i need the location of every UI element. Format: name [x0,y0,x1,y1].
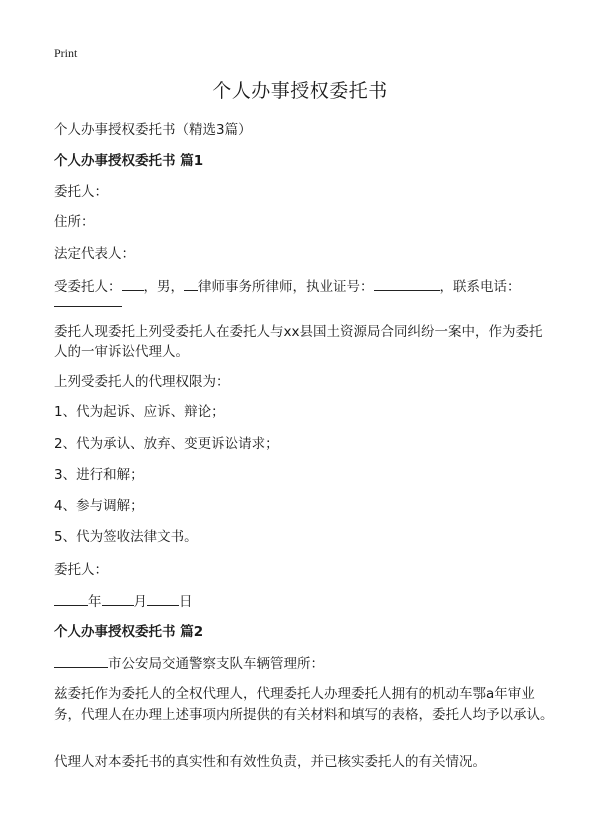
scope-item-3: 3、进行和解； [54,467,144,483]
firm-name-blank [184,276,198,291]
section2-paragraph-2: 代理人对本委托书的真实性和有效性负责，并已核实委托人的有关情况。 [54,754,486,770]
scope-item-1: 1、代为起诉、应诉、辩论； [54,404,225,420]
month-blank [102,591,134,606]
section1-paragraph: 委托人现委托上列受委托人在委托人与xx县国土资源局合同纠纷一案中，作为委托人的一审诉讼代理人。 [54,324,543,360]
section2-heading: 个人办事授权委托书 篇2 [54,624,204,640]
agent-mid3: ，联系电话： [439,279,521,295]
print-label: Print [54,46,78,60]
document-title: 个人办事授权委托书 [212,80,388,102]
addressee-line [54,653,554,674]
day-blank [147,591,179,606]
section1-heading: 个人办事授权委托书 篇1 [54,153,204,169]
city-blank [54,653,108,668]
addressee: 市公安局交通警察支队车辆管理所： [108,656,324,672]
section2-paragraph-1: 兹委托作为委托人的全权代理人，代理委托人办理委托人拥有的机动车鄂a年审业务，代理人在办理上述事项内所提供的有关材料和填写的表格，委托人均予以承认。 [54,686,554,723]
scope-intro: 上列受委托人的代理权限为： [54,374,230,390]
scope-item-2: 2、代为承认、放弃、变更诉讼请求； [54,436,279,452]
agent-mid1: ，男， [143,279,184,295]
scope-item-5: 5、代为签收法律文书。 [54,529,198,545]
field-client: 委托人： [54,184,108,200]
agent-name-blank [122,276,144,291]
field-address: 住所： [54,214,95,230]
license-number-blank [374,276,440,291]
year-blank [54,591,88,606]
signer-label: 委托人： [54,562,108,578]
document-subtitle: 个人办事授权委托书（精选3篇） [54,122,252,138]
phone-number-blank [54,306,122,307]
date-line [54,591,554,612]
date-month: 月 [133,594,147,610]
scope-item-4: 4、参与调解； [54,498,144,514]
agent-prefix: 受委托人： [54,279,122,295]
field-agent [54,276,554,297]
date-year: 年 [88,594,102,610]
date-day: 日 [179,594,193,610]
field-legal-rep: 法定代表人： [54,246,135,262]
agent-mid2: 律师事务所律师，执业证号： [198,279,374,295]
